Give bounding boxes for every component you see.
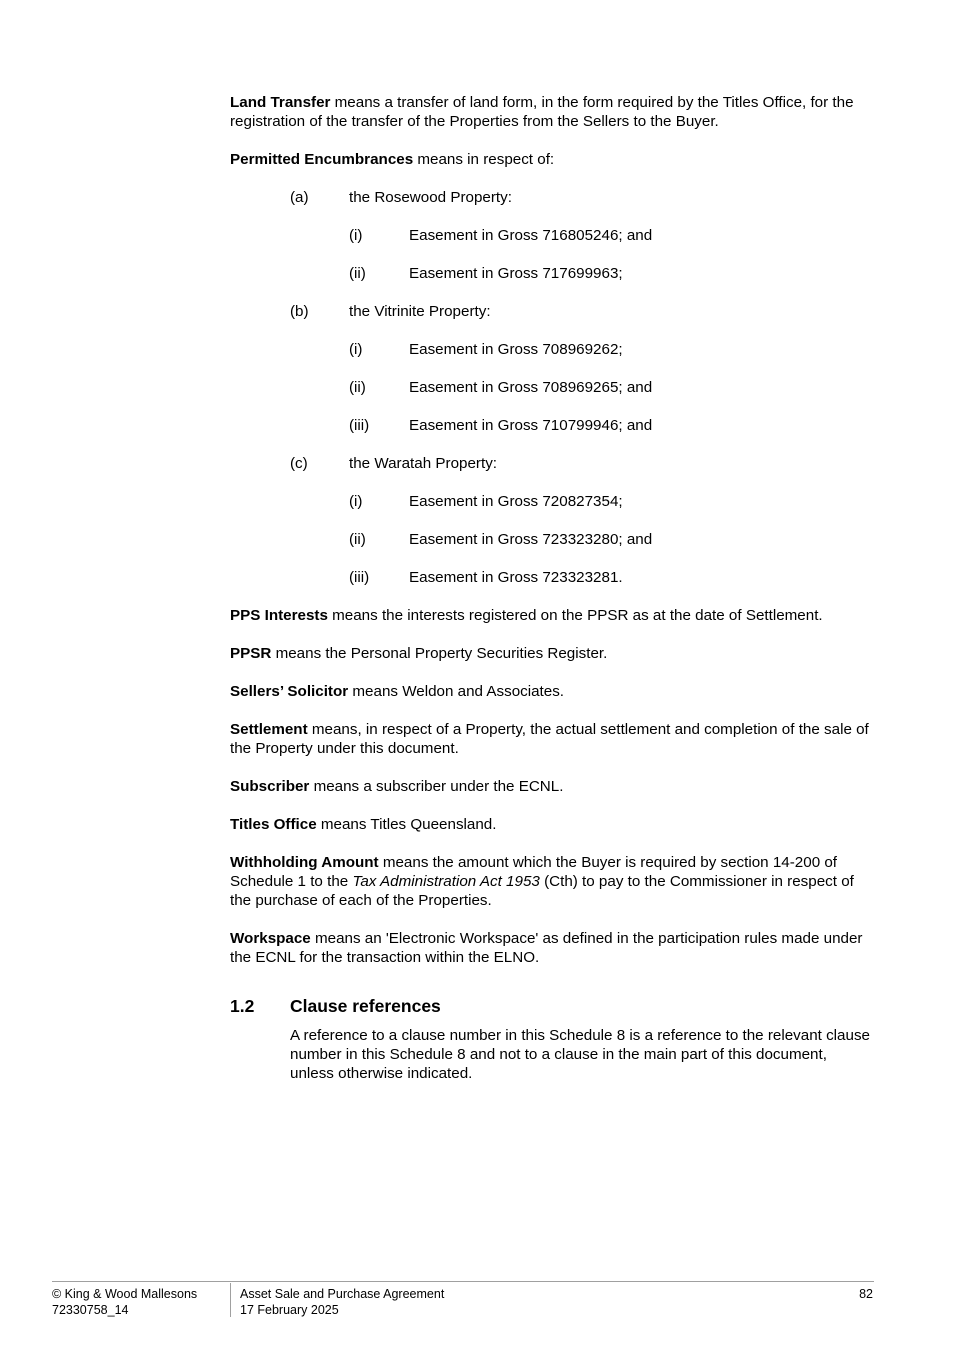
footer-doc-date: 17 February 2025 bbox=[240, 1303, 339, 1317]
list-label: (c) bbox=[290, 455, 308, 472]
list-item: the Waratah Property: bbox=[349, 455, 498, 472]
sublist-label: (ii) bbox=[349, 379, 366, 396]
sublist-label: (iii) bbox=[349, 417, 370, 434]
sublist-item: Easement in Gross 708969265; and bbox=[409, 379, 653, 396]
defined-term: Subscriber bbox=[230, 778, 310, 795]
definition-text: means, in respect of a Property, the actual settlement and completion of the sale of the Property under this document. bbox=[230, 721, 869, 757]
definition-ppsr bbox=[230, 644, 870, 663]
sublist-item: Easement in Gross 716805246; and bbox=[409, 227, 653, 244]
defined-term: Permitted Encumbrances bbox=[230, 151, 414, 168]
footer-divider bbox=[52, 1281, 874, 1282]
definition-text: means a transfer of land form, in the form required by the Titles Office, for the registration of the transfer of the Properties from the Sellers to the Buyer. bbox=[230, 94, 854, 130]
defined-term: Withholding Amount bbox=[230, 854, 379, 871]
footer-separator bbox=[230, 1283, 231, 1317]
definition-text: means the amount which the Buyer is required by section 14-200 of Schedule 1 to the bbox=[230, 854, 838, 890]
list-item: the Vitrinite Property: bbox=[349, 303, 491, 320]
definition-pps-interests bbox=[230, 606, 870, 625]
definition-subscriber bbox=[230, 777, 870, 796]
defined-term: PPS Interests bbox=[230, 607, 328, 624]
sublist-label: (i) bbox=[349, 341, 363, 358]
sublist-item: Easement in Gross 710799946; and bbox=[409, 417, 653, 434]
sublist-label: (i) bbox=[349, 493, 363, 510]
sublist-item: Easement in Gross 723323281. bbox=[409, 569, 623, 586]
footer-doc-id: 72330758_14 bbox=[52, 1303, 129, 1317]
clause-number: 1.2 bbox=[230, 996, 255, 1016]
definition-workspace bbox=[230, 929, 870, 967]
definition-permitted-encumbrances bbox=[230, 150, 870, 169]
definition-land-transfer bbox=[230, 93, 870, 131]
act-title: Tax Administration Act 1953 bbox=[352, 873, 540, 890]
definition-withholding-amount bbox=[230, 853, 870, 910]
sublist-item: Easement in Gross 717699963; bbox=[409, 265, 623, 282]
footer-doc-title: Asset Sale and Purchase Agreement bbox=[240, 1287, 445, 1301]
sublist-label: (iii) bbox=[349, 569, 370, 586]
sublist-label: (i) bbox=[349, 227, 363, 244]
sublist-item: Easement in Gross 708969262; bbox=[409, 341, 623, 358]
defined-term: Titles Office bbox=[230, 816, 317, 833]
definition-text: means the interests registered on the PPSR as at the date of Settlement. bbox=[327, 607, 823, 624]
definition-text: means a subscriber under the ECNL. bbox=[309, 778, 564, 795]
list-label: (a) bbox=[290, 189, 309, 206]
definition-text: means in respect of: bbox=[413, 151, 555, 168]
clause-title: Clause references bbox=[290, 996, 441, 1016]
sublist-item: Easement in Gross 720827354; bbox=[409, 493, 623, 510]
list-label: (b) bbox=[290, 303, 309, 320]
clause-body: A reference to a clause number in this Schedule 8 is a reference to the relevant clause number in this Schedule 8 and not to a clause in the main part of this document, unless otherwise indicated. bbox=[290, 1027, 870, 1082]
defined-term: Sellers’ Solicitor bbox=[230, 683, 349, 700]
sublist-item: Easement in Gross 723323280; and bbox=[409, 531, 653, 548]
page-number: 82 bbox=[859, 1287, 873, 1301]
definition-titles-office bbox=[230, 815, 870, 834]
definition-settlement bbox=[230, 720, 870, 758]
defined-term: Workspace bbox=[230, 930, 311, 947]
definition-text: means Weldon and Associates. bbox=[348, 683, 565, 700]
defined-term: PPSR bbox=[230, 645, 272, 662]
defined-term: Land Transfer bbox=[230, 94, 331, 111]
list-item: the Rosewood Property: bbox=[349, 189, 512, 206]
definition-text: means Titles Queensland. bbox=[316, 816, 497, 833]
definition-sellers-solicitor bbox=[230, 682, 870, 701]
footer-copyright: © King & Wood Mallesons bbox=[52, 1287, 198, 1301]
defined-term: Settlement bbox=[230, 721, 308, 738]
sublist-label: (ii) bbox=[349, 531, 366, 548]
definition-text: (Cth) to pay to the Commissioner in respect of the purchase of each of the Properties. bbox=[230, 873, 854, 909]
definition-text: means an 'Electronic Workspace' as defined in the participation rules made under the ECNL for the transaction within the ELNO. bbox=[230, 930, 863, 966]
sublist-label: (ii) bbox=[349, 265, 366, 282]
definition-text: means the Personal Property Securities Register. bbox=[271, 645, 608, 662]
